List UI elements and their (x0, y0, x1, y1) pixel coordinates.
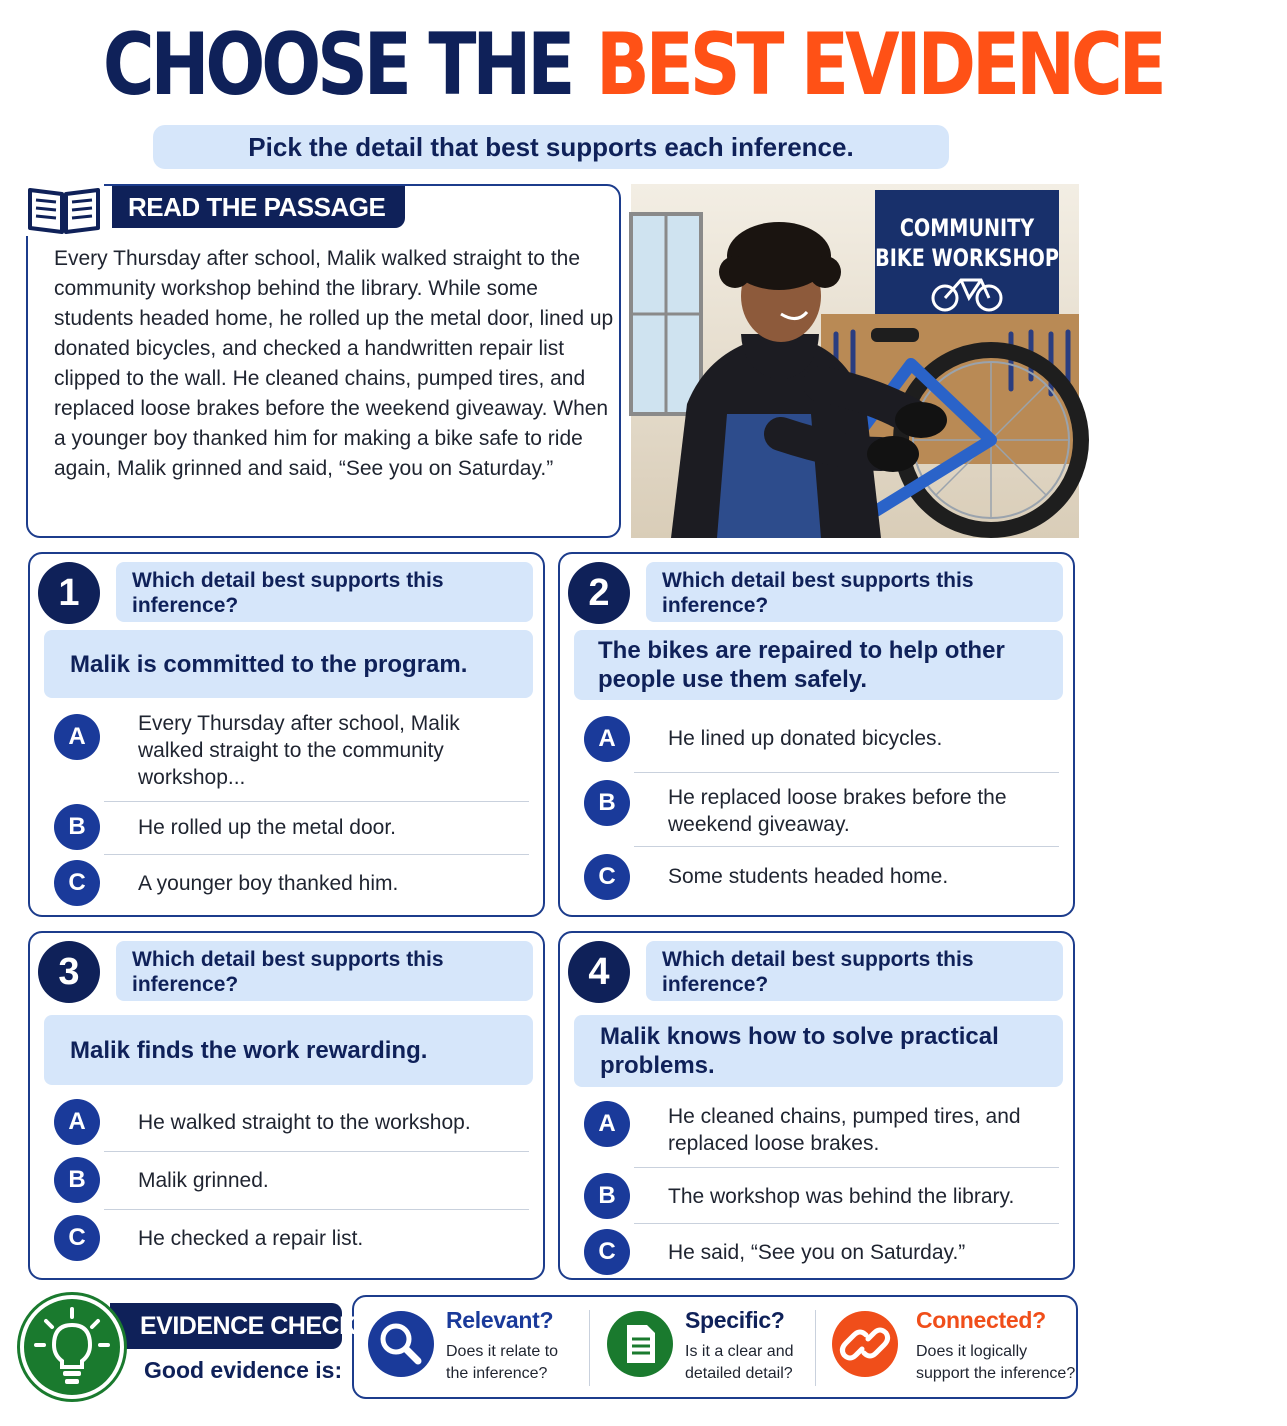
option-letter: C (584, 1229, 630, 1275)
option-b[interactable] (560, 780, 1059, 844)
option-a[interactable] (30, 1099, 529, 1149)
criterion-line-2: the inference? (446, 1365, 548, 1382)
option-letter: A (54, 714, 100, 760)
question-prompt: Which detail best supports this inference? (116, 941, 533, 1001)
question-number: 2 (568, 562, 630, 624)
option-text: He checked a repair list. (138, 1227, 364, 1250)
option-letter: B (54, 1157, 100, 1203)
option-divider (104, 801, 529, 802)
option-text: He rolled up the metal door. (138, 816, 396, 839)
criterion-specific (607, 1305, 817, 1389)
option-a[interactable] (560, 714, 1059, 770)
passage-panel (26, 184, 621, 538)
banner-line-1: COMMUNITY (899, 215, 1035, 243)
inference-statement: Malik knows how to solve practical problems. (574, 1015, 1063, 1087)
option-text: Some students headed home. (668, 865, 949, 888)
option-divider (104, 1209, 529, 1210)
option-divider (634, 772, 1059, 773)
criterion-line-1: Is it a clear and (685, 1343, 794, 1360)
question-number: 4 (568, 941, 630, 1003)
option-letter: C (54, 860, 100, 906)
option-divider (104, 854, 529, 855)
question-prompt: Which detail best supports this inference? (116, 562, 533, 622)
option-a[interactable] (560, 1099, 1059, 1163)
option-letter: A (584, 1101, 630, 1147)
evidence-check-subtitle: Good evidence is: (144, 1357, 343, 1383)
passage-tag: READ THE PASSAGE (112, 186, 405, 228)
option-divider (634, 846, 1059, 847)
banner-line-2: BIKE WORKSHOP (875, 245, 1059, 273)
option-letter: B (584, 1173, 630, 1219)
passage-text: Every Thursday after school, Malik walked straight to the community workshop behind the library. While some students headed home, he rolled up the metal door, lined up donated bicycles, and checked a handwritten repair list clipped to the wall. He cleaned chains, pumped tires, and replaced loose brakes before the weekend giveaway. When a younger boy thanked him for making a bike safe to ride again, Malik grinned and said, “See you on Saturday.” (54, 247, 614, 480)
option-letter: B (54, 804, 100, 850)
criterion-relevant (368, 1305, 588, 1389)
option-text: Malik grinned. (138, 1169, 269, 1192)
inference-statement: Malik is committed to the program. (44, 630, 533, 698)
question-card-4 (558, 931, 1075, 1280)
document-icon (607, 1311, 673, 1377)
inference-statement: Malik finds the work rewarding. (44, 1015, 533, 1085)
option-c[interactable] (30, 1215, 529, 1265)
option-divider (634, 1167, 1059, 1168)
option-c[interactable] (30, 860, 529, 910)
open-book-icon (24, 180, 104, 236)
option-c[interactable] (560, 1229, 1059, 1279)
option-divider (634, 1223, 1059, 1224)
magnifier-icon (368, 1311, 434, 1377)
page-subtitle: Pick the detail that best supports each inference. (153, 125, 949, 169)
question-number: 3 (38, 941, 100, 1003)
option-text: The workshop was behind the library. (668, 1185, 1015, 1208)
question-prompt: Which detail best supports this inference? (646, 941, 1063, 1001)
criterion-heading: Relevant? (446, 1307, 554, 1333)
option-text: He lined up donated bicycles. (668, 727, 943, 750)
option-b[interactable] (30, 804, 529, 854)
criterion-connected (832, 1305, 1076, 1389)
criterion-description (446, 1341, 558, 1385)
option-letter: A (54, 1099, 100, 1145)
option-text: He walked straight to the workshop. (138, 1111, 471, 1134)
option-divider (104, 1151, 529, 1152)
option-text: He cleaned chains, pumped tires, and replaced loose brakes. (668, 1105, 1021, 1155)
criterion-line-2: detailed detail? (685, 1365, 793, 1382)
lightbulb-icon (20, 1295, 124, 1399)
option-b[interactable] (560, 1173, 1059, 1223)
question-card-3 (28, 931, 545, 1280)
question-card-1 (28, 552, 545, 917)
option-letter: C (54, 1215, 100, 1261)
question-card-2 (558, 552, 1075, 917)
criterion-line-2: support the inference? (916, 1365, 1076, 1382)
criteria-divider (815, 1310, 816, 1386)
criterion-description (916, 1341, 1075, 1385)
page-title (0, 10, 1164, 120)
criterion-line-1: Does it logically (916, 1343, 1028, 1360)
criterion-heading: Specific? (685, 1307, 785, 1333)
option-text: He said, “See you on Saturday.” (668, 1241, 966, 1264)
link-icon (832, 1311, 898, 1377)
option-a[interactable] (30, 710, 529, 800)
option-text: A younger boy thanked him. (138, 872, 399, 895)
question-prompt: Which detail best supports this inference? (646, 562, 1063, 622)
option-letter: B (584, 780, 630, 826)
criterion-line-1: Does it relate to (446, 1343, 559, 1360)
criterion-heading: Connected? (916, 1307, 1046, 1333)
criterion-description (685, 1341, 794, 1385)
option-b[interactable] (30, 1157, 529, 1207)
inference-statement: The bikes are repaired to help other people use them safely. (574, 630, 1063, 700)
workshop-photo (631, 184, 1079, 538)
evidence-check-tag: EVIDENCE CHECK (110, 1303, 342, 1349)
workshop-illustration (631, 184, 1079, 538)
option-c[interactable] (560, 854, 1059, 904)
title-part-2: BEST EVIDENCE (596, 15, 1164, 115)
title-part-1: CHOOSE THE (102, 15, 572, 115)
question-number: 1 (38, 562, 100, 624)
option-text: He replaced loose brakes before the weekend giveaway. (668, 786, 1007, 836)
option-letter: C (584, 854, 630, 900)
criteria-divider (589, 1310, 590, 1386)
option-text: Every Thursday after school, Malik walked straight to the community workshop... (138, 712, 460, 789)
option-letter: A (584, 716, 630, 762)
